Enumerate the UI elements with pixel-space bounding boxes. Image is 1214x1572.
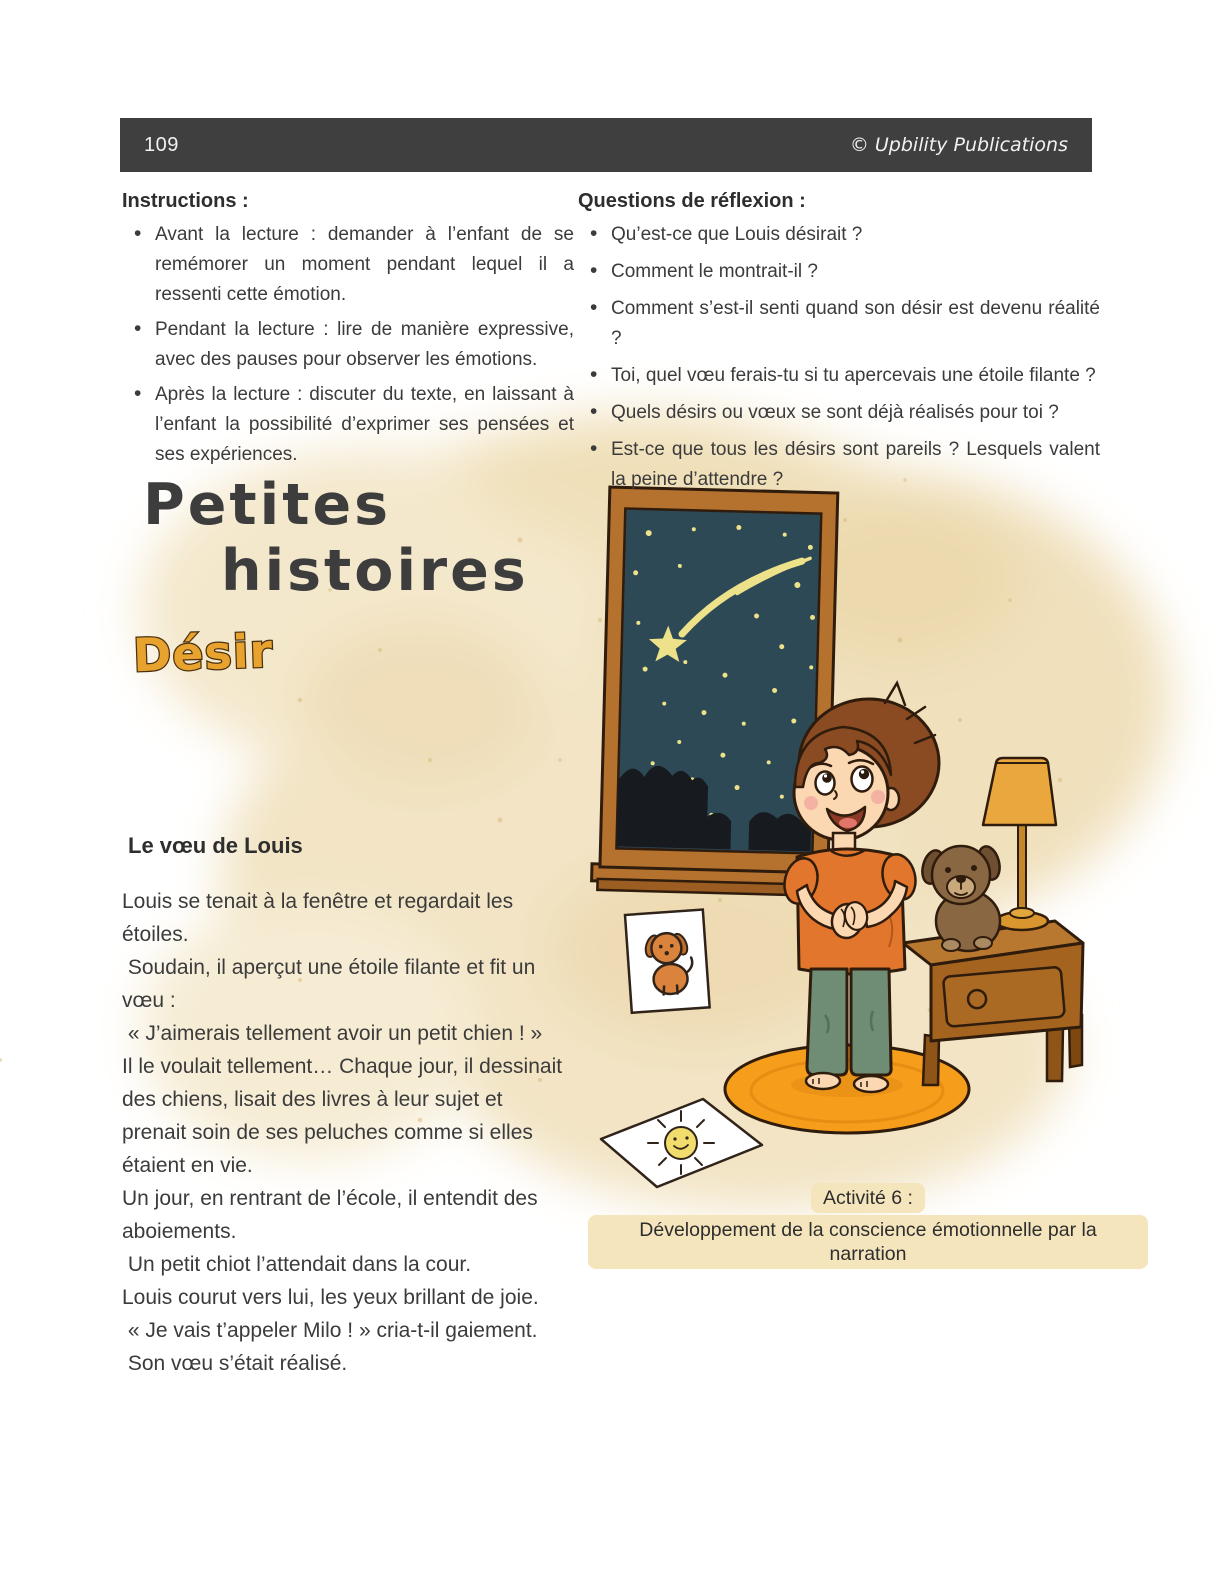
story-line: vœu : [122, 989, 176, 1012]
story-line: étaient en vie. [122, 1154, 253, 1177]
questions-section [578, 186, 1100, 502]
story-line: Un petit chiot l’attendait dans la cour. [122, 1253, 472, 1276]
story-section [122, 833, 592, 1380]
story-title: Le vœu de Louis [128, 833, 303, 858]
title-line-1: Petites [143, 472, 392, 538]
dog-drawing [625, 910, 710, 1013]
story-line: Soudain, il aperçut une étoile filante et fit un [122, 956, 536, 979]
nightstand [903, 921, 1083, 1085]
title-line-2: histoires [221, 538, 529, 604]
instruction-item: • Après la lecture : discuter du texte, en laissant à l’enfant la possibilité d’exprimer ses pensées et ses expériences. [122, 380, 574, 470]
story-line: Louis se tenait à la fenêtre et regardait les [122, 890, 514, 913]
puppy-plush [919, 844, 1003, 951]
questions-title: Questions de réflexion : [578, 190, 806, 212]
story-line: Un jour, en rentrant de l’école, il entendit des [122, 1187, 538, 1210]
page-number: 109 [144, 133, 179, 156]
story-line: Louis courut vers lui, les yeux brillant de joie. [122, 1286, 539, 1309]
story-line: des chiens, lisait des livres à leur sujet et [122, 1088, 503, 1111]
question-item: • Comment le montrait-il ? [578, 257, 1100, 287]
wish-illustration [585, 475, 1115, 1195]
questions-list [578, 220, 1100, 495]
drawer-knob [967, 989, 987, 1009]
activity-line-2: Développement de la conscience émotionnelle par la narration [588, 1215, 1148, 1269]
story-line: prenait soin de ses peluches comme si elles [122, 1121, 533, 1144]
instructions-list [122, 220, 574, 470]
copyright-text: © Upbility Publications [849, 134, 1068, 156]
story-line: « Je vais t’appeler Milo ! » cria-t-il gaiement. [122, 1319, 538, 1342]
question-item: • Comment s’est-il senti quand son désir est devenu réalité ? [578, 294, 1100, 354]
page-header-bar [120, 118, 1092, 172]
window-illustration [591, 487, 849, 896]
instructions-title: Instructions : [122, 190, 249, 212]
boy-foot [806, 1073, 840, 1089]
question-item: • Quels désirs ou vœux se sont déjà réalisés pour toi ? [578, 398, 1100, 428]
story-line: aboiements. [122, 1220, 237, 1243]
question-item: • Est-ce que tous les désirs sont pareils ? Lesquels valent la peine d’attendre ? [578, 435, 1100, 495]
instructions-section [122, 186, 574, 475]
boy-illustration [780, 683, 939, 1092]
story-line: Il le voulait tellement… Chaque jour, il dessinait [122, 1055, 563, 1078]
instruction-item: • Pendant la lecture : lire de manière expressive, avec des pauses pour observer les émotions. [122, 315, 574, 375]
activity-line-1: Activité 6 : [811, 1183, 925, 1213]
activity-caption [588, 1182, 1148, 1270]
emotion-label: Désir [132, 623, 275, 683]
page-title [143, 472, 529, 604]
story-line: Son vœu s’était réalisé. [122, 1352, 348, 1375]
story-line: « J’aimerais tellement avoir un petit chien ! » [122, 1022, 543, 1045]
question-item: • Toi, quel vœu ferais-tu si tu apercevais une étoile filante ? [578, 361, 1100, 391]
sun-drawing [601, 1099, 762, 1187]
instruction-item: • Avant la lecture : demander à l’enfant de se remémorer un moment pendant lequel il a ressenti cette émotion. [122, 220, 574, 310]
lamp-shade [983, 758, 1056, 825]
story-line: étoiles. [122, 923, 189, 946]
question-item: • Qu’est-ce que Louis désirait ? [578, 220, 1100, 250]
boy-foot [854, 1076, 888, 1092]
